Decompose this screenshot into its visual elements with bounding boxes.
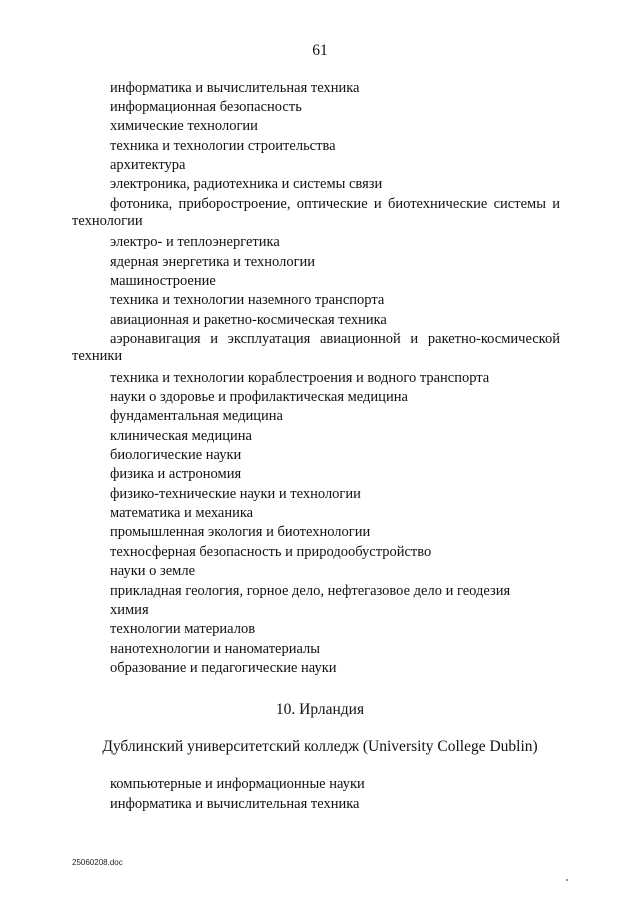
- list-item: машиностроение: [110, 273, 216, 289]
- list-item: информатика и вычислительная техника: [110, 80, 360, 96]
- list-item: компьютерные и информационные науки: [110, 776, 365, 792]
- list-item: физика и астрономия: [110, 466, 242, 482]
- list-item: информатика и вычислительная техника: [110, 796, 360, 812]
- list-item: ядерная энергетика и технологии: [110, 254, 316, 270]
- list-item: техносферная безопасность и природообустройство: [110, 544, 432, 560]
- list-item: аэронавигация и эксплуатация авиационной и ракетно-космической техники: [72, 331, 560, 364]
- list-item: биологические науки: [110, 447, 242, 463]
- list-item: нанотехнологии и наноматериалы: [110, 641, 321, 657]
- list-item: техника и технологии наземного транспорта: [110, 292, 385, 308]
- list-item: технологии материалов: [110, 621, 256, 637]
- list-item: архитектура: [110, 157, 186, 173]
- list-item: электроника, радиотехника и системы связи: [110, 176, 383, 192]
- list-item: информационная безопасность: [110, 99, 302, 115]
- list-item: образование и педагогические науки: [110, 660, 337, 676]
- page-mark: [566, 879, 568, 881]
- section-heading: 10. Ирландия: [275, 701, 365, 718]
- list-item: физико-технические науки и технологии: [110, 486, 361, 502]
- list-item: техника и технологии строительства: [110, 138, 336, 154]
- list-item: фотоника, приборостроение, оптические и биотехнические системы и технологии: [72, 196, 560, 229]
- list-item: авиационная и ракетно-космическая техника: [110, 312, 387, 328]
- list-item: электро- и теплоэнергетика: [110, 234, 280, 250]
- list-item: техника и технологии кораблестроения и водного транспорта: [110, 370, 490, 386]
- list-item: математика и механика: [110, 505, 254, 521]
- list-item: прикладная геология, горное дело, нефтегазовое дело и геодезия: [110, 583, 511, 599]
- footer-filename: 25060208.doc: [72, 858, 123, 867]
- university-name: Дублинский университетский колледж (University College Dublin): [102, 738, 538, 755]
- list-item: фундаментальная медицина: [110, 408, 283, 424]
- list-item: химия: [110, 602, 149, 618]
- list-item: промышленная экология и биотехнологии: [110, 524, 371, 540]
- page-number: 61: [312, 42, 328, 59]
- list-item: клиническая медицина: [110, 428, 252, 444]
- list-item: науки о земле: [110, 563, 196, 579]
- list-item: химические технологии: [110, 118, 258, 134]
- list-item: науки о здоровье и профилактическая медицина: [110, 389, 408, 405]
